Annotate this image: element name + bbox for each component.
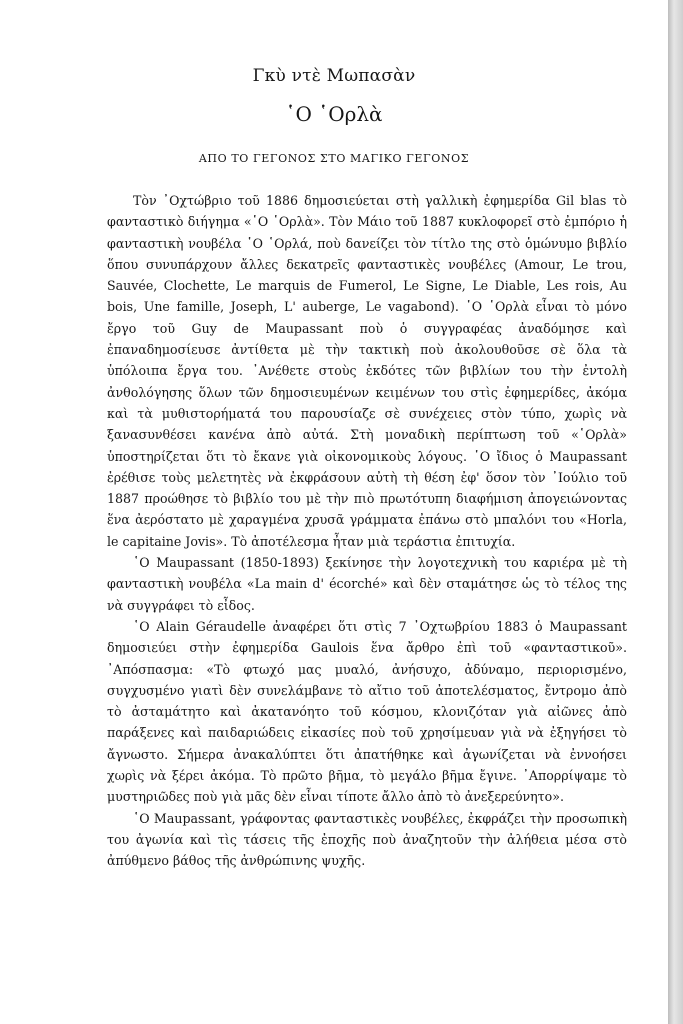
section-subtitle: ΑΠΟ ΤΟ ΓΕΓΟΝΟΣ ΣΤΟ ΜΑΓΙΚΟ ΓΕΓΟΝΟΣ	[198, 152, 470, 165]
page-edge-shadow	[668, 0, 683, 1024]
paragraph: ῾Ο Maupassant, γράφοντας φανταστικὲς νουβέλες, ἐκφράζει τὴν προσωπικὴ του ἀγωνία καὶ τὶς τάσεις τῆς ἐποχῆς ποὺ ἀναζητοῦν τὴν ἀλήθεια μέσα στὸ ἀπύθμενο βάθος τῆς ἀνθρώπινης ψυχῆς.	[107, 810, 627, 869]
paragraph: ῾Ο Alain Géraudelle ἀναφέρει ὅτι στὶς 7 ᾿Οχτωβρίου 1883 ὁ Maupassant δημοσιεύει στὴν ἐφημερίδα Gaulois ἕνα ἄρθρο ἐπὶ τοῦ «φανταστικοῦ». ᾿Απόσπασμα: «Τὸ φτωχό μας μυαλό, ἀνήσυχο, ἀδύναμο, περιορισμένο, συγχυσμένο γιατὶ δὲν συνελάμβανε τὸ αἴτιο τοῦ ἀποτελέσματος, ἔντρομο ἀπὸ τὸ ἀσταμάτητο καὶ ἀκατανόητο τοῦ κόσμου, κλονιζόταν γιὰ αἰῶνες ἀπὸ παράξενες καὶ παιδαριώδεις εἰκασίες ποὺ τοῦ χρησίμευαν γιὰ νὰ ἐξηγήσει τὸ ἄγνωστο. Σήμερα ἀνακαλύπτει ὅτι ἀπατήθηκε καὶ ἀγωνίζεται νὰ ἐννοήσει χωρὶς νὰ ξέρει ἀκόμα. Τὸ πρῶτο βῆμα, τὸ μεγάλο βῆμα ἔγινε. ᾿Απορρίψαμε τὸ μυστηριῶδες ποὺ γιὰ μᾶς δὲν εἶναι τίποτε ἄλλο ἀπὸ τὸ ἀνεξερεύνητο».	[107, 618, 627, 805]
page-title: ῾Ο ῾Ορλὰ	[285, 102, 383, 126]
body-text	[107, 190, 627, 872]
paragraph: ῾Ο Maupassant (1850-1893) ξεκίνησε τὴν λογοτεχνικὴ του καριέρα μὲ τὴ φανταστικὴ νουβέλα «La main d' écorché» καὶ δὲν σταμάτησε ὡς τὸ τέλος της νὰ συγγράφει τὸ εἶδος.	[107, 555, 627, 613]
paragraph: Τὸν ᾿Οχτώβριο τοῦ 1886 δημοσιεύεται στὴ γαλλικὴ ἐφημερίδα Gil blas τὸ φανταστικὸ διήγημα «῾Ο ῾Ορλὰ». Τὸν Μάιο τοῦ 1887 κυκλοφορεῖ στὸ ἐμπόριο ἡ φανταστικὴ νουβέλα ῾Ο ῾Ορλά, ποὺ δανείζει τὸν τίτλο της στὸ ὁμώνυμο βιβλίο ὅπου συνυπάρχουν ἄλλες δεκατρεῖς φανταστικὲς νουβέλες (Amour, Le trou, Sauvée, Clochette, Le marquis de Fumerol, Le Signe, Le Diable, Les rois, Au bois, Une famille, Joseph, L' auberge, Le vagabond). ῾Ο ῾Ορλὰ εἶναι τὸ μόνο ἔργο τοῦ Guy de Maupassant ποὺ ὁ συγγραφέας ἀναδόμησε καὶ ἐπαναδημοσίευσε ἀντίθετα μὲ τὴν τακτικὴ ποὺ ἀκολουθοῦσε σὲ ὅλα τὰ ὑπόλοιπα ἔργα του. ᾿Ανέθετε στοὺς ἐκδότες τῶν βιβλίων του τὴν ἐντολὴ ἀνθολόγησης ὅλων τῶν δημοσιευμένων κειμένων του στὶς ἐφημερίδες, ἀκόμα καὶ τὰ μυθιστορήματά του παρουσίαζε σὲ συνέχειες στὸν τύπο, χωρὶς νὰ ξανασυνθέσει κανένα ἀπὸ αὐτά. Στὴ μοναδικὴ περίπτωση τοῦ «῾Ορλὰ» ὑποστηρίζεται ὅτι τὸ ἔκανε γιὰ οἰκονομικοὺς λόγους. ῾Ο ἴδιος ὁ Maupassant ἐρέθισε τοὺς μελετητὲς νὰ ἐκφράσουν αὐτὴ τὴ θέση ἐφ' ὅσον τὸν ᾿Ιούλιο τοῦ 1887 προώθησε τὸ βιβλίο του μὲ τὴν πιὸ πρωτότυπη διαφήμιση ἀπογειώνοντας ἕνα ἀερόστατο μὲ χαραγμένα χρυσᾶ γράμματα ἐπάνω στὸ μπαλόνι του «Horla, le capitaine Jovis». Τὸ ἀποτέλεσμα ἦταν μιὰ τεράστια ἐπιτυχία.	[107, 193, 627, 549]
author-name: Γκὺ ντὲ Μωπασὰν	[252, 66, 416, 86]
